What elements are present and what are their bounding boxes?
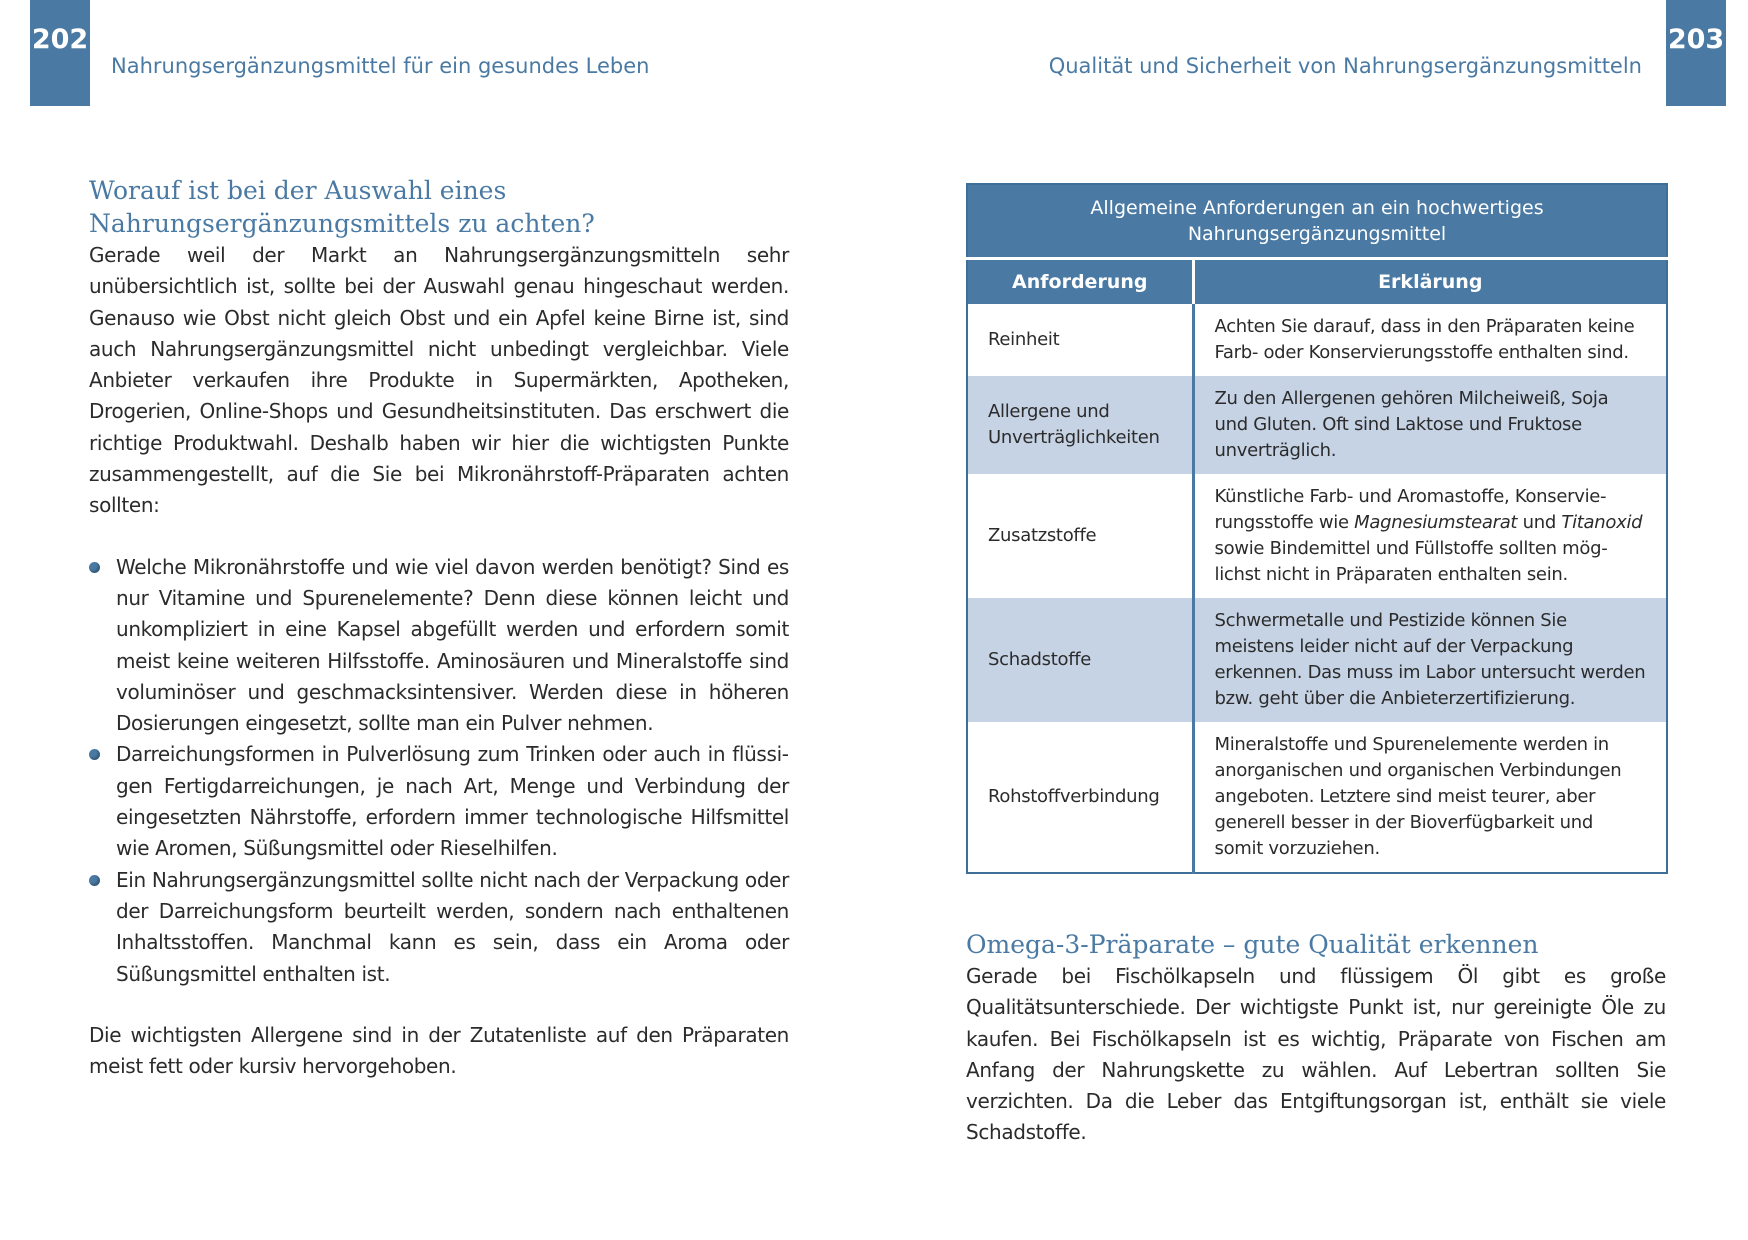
table-row xyxy=(967,474,1667,598)
explanation-emphasis: Magnesiumstearat xyxy=(1354,512,1518,533)
requirement-cell: Allergene und Unverträglichkeiten xyxy=(967,376,1193,474)
explanation-text: Künstliche Farb- und Aromastoffe, Konservierungsstoffe wie xyxy=(1214,486,1607,533)
explanation-text: sowie Bindemittel und Füllstoffe sollten möglichst nicht in Präparaten enthalten sein. xyxy=(1214,538,1608,585)
intro-paragraph: Gerade weil der Markt an Nahrungsergänzungsmitteln sehr unübersichtlich ist, sollte bei der Auswahl genau hingeschaut werden. Genauso wie Obst nicht gleich Obst und ein Apfel keine Birne ist, sind auch Nahrungsergänzungsmittel nicht unbedingt vergleichbar. Viele Anbieter verkaufen ihre Produkte in Supermärkten, Apotheken, Drogerien, Online-Shops und Gesundheitsinstituten. Das erschwert die richtige Produktwahl. Deshalb haben wir hier die wichtigsten Punkte zusammengestellt, auf die Sie bei Mikronährstoff-Präparaten achten sollten: xyxy=(89,243,789,518)
explanation-cell: Schwermetalle und Pestizide können Sie meistens leider nicht auf der Verpackung erkennen. Das muss im Labor untersucht werden bzw. geht über die Anbieterzertifizierung. xyxy=(1193,598,1667,722)
section-heading-omega: Omega-3-Präparate – gute Qualität erkennen xyxy=(966,930,1539,959)
table-row xyxy=(967,376,1667,474)
table-row xyxy=(967,304,1667,376)
running-head-right: Qualität und Sicherheit von Nahrungsergänzungsmitteln xyxy=(1048,54,1642,78)
running-head-left: Nahrungsergänzungsmittel für ein gesundes Leben xyxy=(111,54,650,78)
explanation-cell: Zu den Allergenen gehören Milcheiweiß, Soja und Gluten. Oft sind Laktose und Fruktose unverträglich. xyxy=(1193,376,1667,474)
explanation-emphasis: Titanoxid xyxy=(1561,512,1643,533)
bullet-list xyxy=(89,552,789,990)
list-item xyxy=(89,739,789,864)
page-number-right: 203 xyxy=(1666,0,1726,106)
allergen-note: Die wichtigsten Allergene sind in der Zutatenliste auf den Präparaten meist fett oder kursiv hervorgehoben. xyxy=(89,1022,789,1079)
explanation-cell: Achten Sie darauf, dass in den Präparaten keine Farb- oder Konservierungsstoffe enthalten sind. xyxy=(1214,316,1635,363)
left-column xyxy=(89,174,789,1082)
bullet-text: Ein Nahrungsergänzungsmittel sollte nicht nach der Verpackung oder der Darreichungsform beurteilt werden, sondern nach enthaltenen Inhaltsstoffen. Manchmal kann es sein, dass ein Aroma oder Süßungsmittel enthalten ist. xyxy=(116,867,789,986)
bullet-icon xyxy=(89,875,100,886)
list-item xyxy=(89,865,789,990)
right-column xyxy=(966,183,1666,1149)
requirement-cell: Schadstoffe xyxy=(967,598,1193,722)
list-item xyxy=(89,552,789,740)
bullet-text: Welche Mikronährstoffe und wie viel davon werden benötigt? Sind es nur Vitamine und Spurenelemente? Denn diese können leicht und unkompliziert in eine Kapsel abgefüllt werden und erfordern somit meist keine weiteren Hilfsstoffe. Aminosäuren und Mineralstoffe sind voluminöser und geschmacksintensiver. Werden diese in höheren Dosierungen eingesetzt, sollte man ein Pulver nehmen. xyxy=(116,554,789,736)
requirement-cell: Zusatzstoffe xyxy=(967,474,1193,598)
bullet-text: Darreichungsformen in Pulverlösung zum Trinken oder auch in flüssigen Fertigdarreichungen, je nach Art, Menge und Verbindung der eingesetzten Nährstoffe, erfordern immer technologische Hilfsmittel wie Aromen, Süßungsmittel oder Rieselhilfen. xyxy=(116,742,789,861)
explanation-text: und xyxy=(1517,512,1562,533)
requirement-cell: Rohstoffverbindung xyxy=(967,722,1193,873)
column-header-explanation: Erklärung xyxy=(1193,259,1667,305)
explanation-cell: Mineralstoffe und Spurenelemente werden in anorganischen und organischen Verbindungen angeboten. Letztere sind meist teurer, aber generell besser in der Bioverfügbarkeit und somit vorzuziehen. xyxy=(1214,734,1622,859)
column-header-requirement: Anforderung xyxy=(967,259,1193,305)
explanation-cell xyxy=(1193,474,1667,598)
bullet-icon xyxy=(89,562,100,573)
table-row xyxy=(967,598,1667,722)
omega-paragraph: Gerade bei Fischölkapseln und flüssigem Öl gibt es große Qualitätsunterschiede. Der wichtigste Punkt ist, nur gereinigte Öle zu kaufen. Bei Fischölkapseln ist es wichtig, Präparate von Fischen am Anfang der Nahrungskette zu wählen. Auf Lebertran sollten Sie verzichten. Da die Leber das Entgiftungsorgan ist, enthält sie viele Schadstoffe. xyxy=(966,964,1666,1145)
requirements-table xyxy=(966,183,1668,874)
page-number-left: 202 xyxy=(30,0,90,106)
section-heading-selection: Worauf ist bei der Auswahl eines Nahrungsergänzungsmittels zu achten? xyxy=(89,176,595,238)
table-row xyxy=(967,722,1667,873)
requirement-cell: Reinheit xyxy=(967,304,1193,376)
bullet-icon xyxy=(89,749,100,760)
table-title: Allgemeine Anforderungen an ein hochwertiges Nahrungsergänzungsmittel xyxy=(967,184,1667,259)
